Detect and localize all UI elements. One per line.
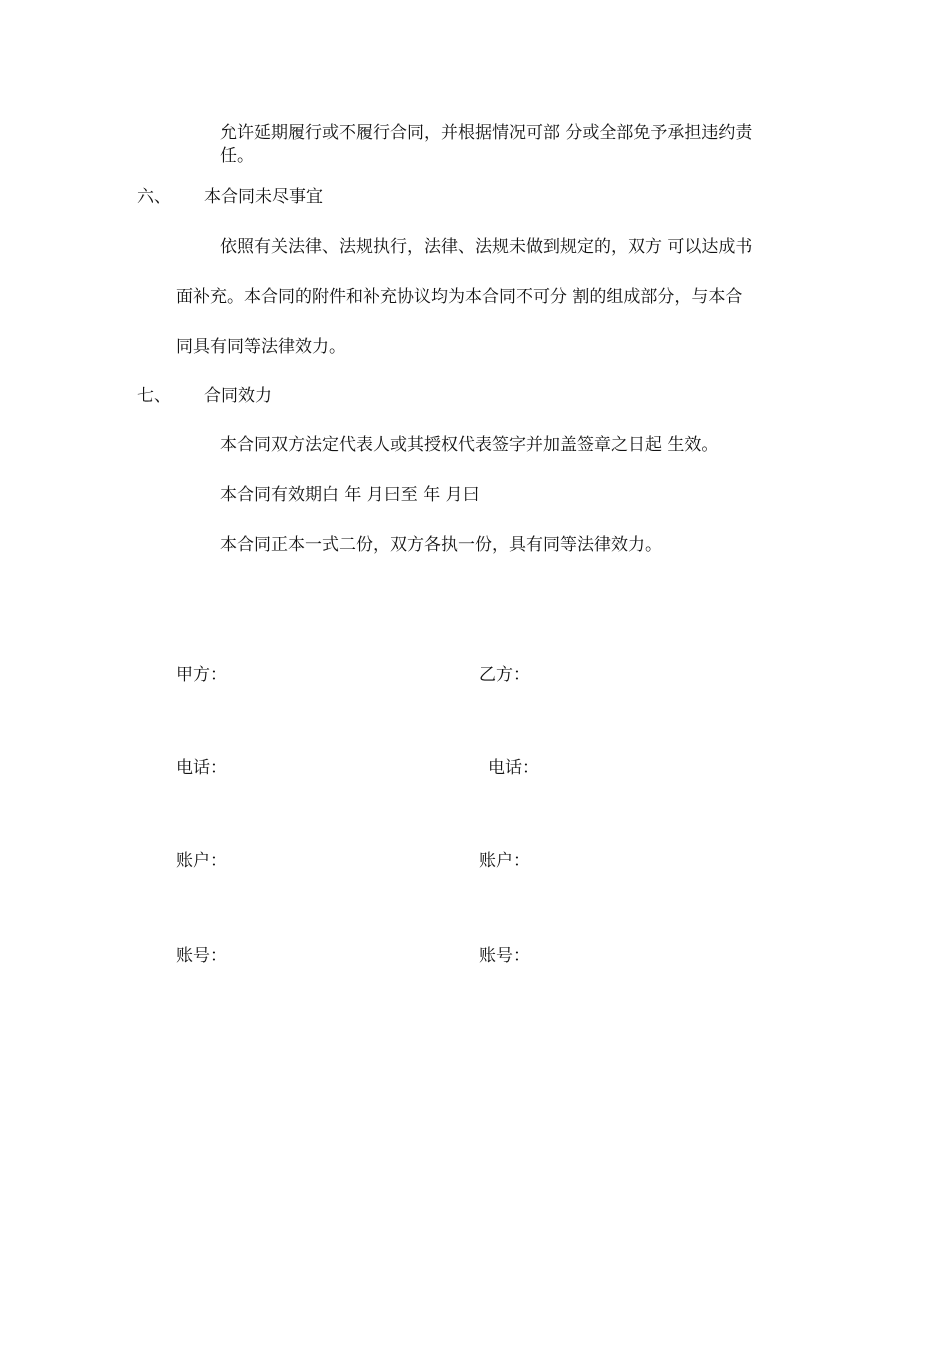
section-6-number: 六、 — [137, 187, 171, 207]
account-number-a-label: 账号： — [176, 946, 227, 966]
party-a-label: 甲方： — [176, 665, 227, 685]
section-7-item-3: 本合同正本一式二份，双方各执一份，具有同等法律效力。 — [220, 535, 662, 555]
section-7-number: 七、 — [137, 386, 171, 406]
account-number-b-label: 账号： — [479, 946, 530, 966]
section-7-item-1: 本合同双方法定代表人或其授权代表签字并加盖签章之日起 生效。 — [220, 435, 719, 455]
intro-line-2: 任。 — [220, 146, 254, 166]
section-6-title: 本合同未尽事宜 — [204, 187, 323, 207]
party-b-label: 乙方： — [479, 665, 530, 685]
section-6-para-line-1: 依照有关法律、法规执行，法律、法规未做到规定的，双方 可以达成书 — [220, 237, 753, 257]
account-a-label: 账户： — [176, 851, 227, 871]
intro-line-1: 允许延期履行或不履行合同，并根据情况可部 分或全部免予承担违约责 — [220, 123, 753, 143]
phone-b-label: 电话： — [488, 758, 539, 778]
phone-a-label: 电话： — [176, 758, 227, 778]
section-7-title: 合同效力 — [204, 386, 272, 406]
account-b-label: 账户： — [479, 851, 530, 871]
section-6-para-line-3: 同具有同等法律效力。 — [176, 337, 346, 357]
section-7-item-2: 本合同有效期白 年 月曰至 年 月曰 — [220, 485, 480, 505]
section-6-para-line-2: 面补充。本合同的附件和补充协议均为本合同不可分 割的组成部分，与本合 — [176, 287, 743, 307]
